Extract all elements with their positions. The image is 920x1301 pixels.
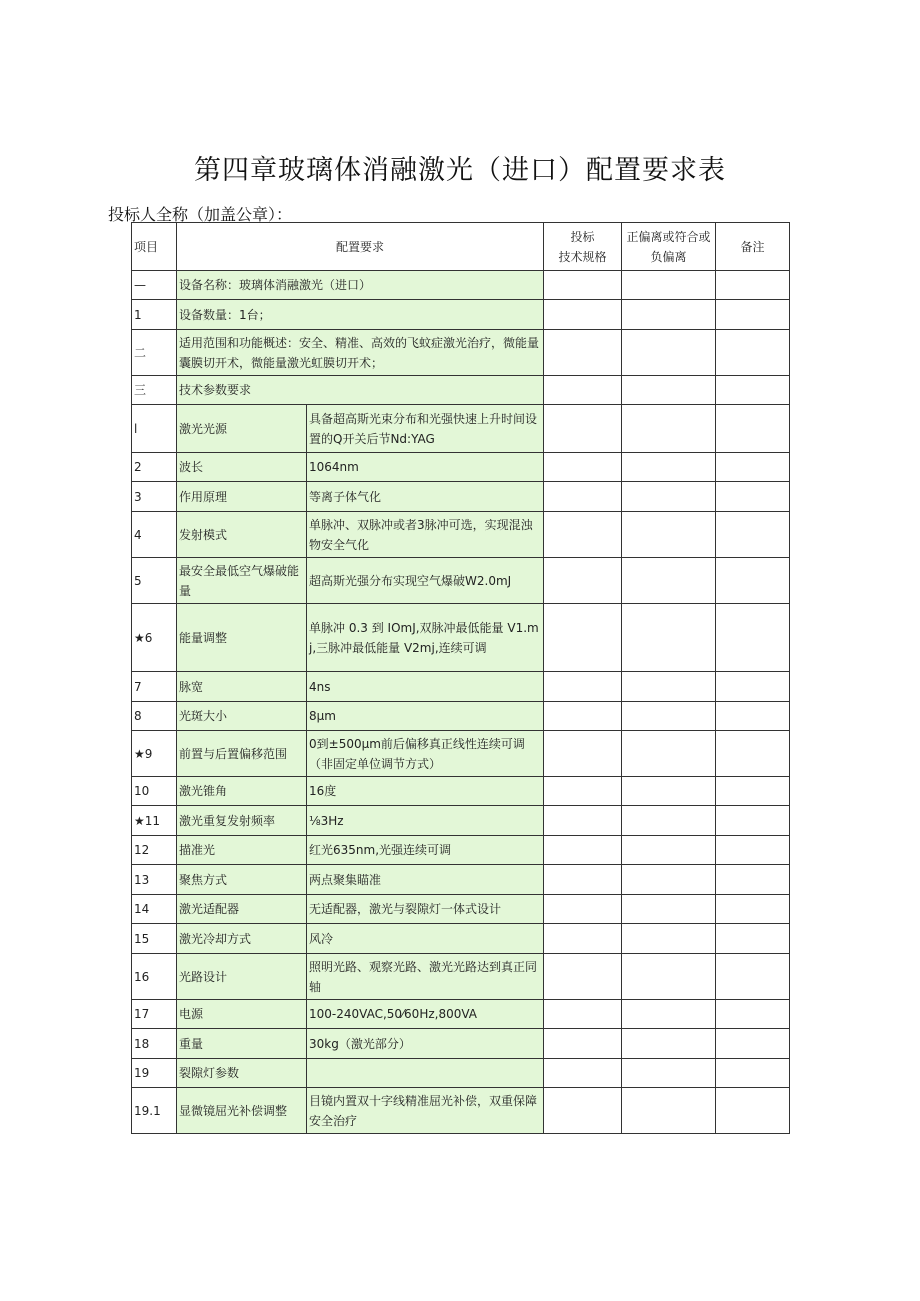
- deviation-cell: [622, 1029, 716, 1059]
- spec-cell: [544, 895, 622, 924]
- spec-cell: [544, 702, 622, 731]
- deviation-cell: [622, 604, 716, 672]
- spec-cell: [544, 672, 622, 702]
- remark-cell: [716, 954, 790, 1000]
- deviation-cell: [622, 1088, 716, 1134]
- spec-cell: [544, 806, 622, 836]
- deviation-cell: [622, 836, 716, 865]
- parameter-value: 无适配器，激光与裂隙灯一体式设计: [307, 895, 544, 924]
- row-number: 12: [132, 836, 177, 865]
- table-row: [132, 376, 790, 405]
- remark-cell: [716, 558, 790, 604]
- table-row: [132, 806, 790, 836]
- parameter-value: [307, 1059, 544, 1088]
- deviation-cell: [622, 300, 716, 330]
- spec-cell: [544, 300, 622, 330]
- remark-cell: [716, 865, 790, 895]
- spec-cell: [544, 731, 622, 777]
- deviation-cell: [622, 453, 716, 482]
- parameter-name: 激光光源: [177, 405, 307, 453]
- parameter-name: 光路设计: [177, 954, 307, 1000]
- parameter-name: 脉宽: [177, 672, 307, 702]
- spec-cell: [544, 453, 622, 482]
- row-number: 10: [132, 777, 177, 806]
- remark-cell: [716, 836, 790, 865]
- spec-cell: [544, 376, 622, 405]
- table-row: [132, 271, 790, 300]
- remark-cell: [716, 482, 790, 512]
- spec-cell: [544, 777, 622, 806]
- parameter-value: 超高斯光强分布实现空气爆破W2.0mJ: [307, 558, 544, 604]
- row-number: 19: [132, 1059, 177, 1088]
- deviation-cell: [622, 954, 716, 1000]
- table-row: [132, 777, 790, 806]
- row-number: 三: [132, 376, 177, 405]
- requirement-text: 技术参数要求: [177, 376, 544, 405]
- parameter-name: 激光锥角: [177, 777, 307, 806]
- parameter-name: 光斑大小: [177, 702, 307, 731]
- deviation-cell: [622, 512, 716, 558]
- table-row: [132, 300, 790, 330]
- table-header-row: [132, 223, 790, 271]
- parameter-value: 30kg（激光部分）: [307, 1029, 544, 1059]
- header-remark: 备注: [716, 223, 790, 271]
- table-row: [132, 924, 790, 954]
- parameter-value: 具备超高斯光束分布和光强快速上升时间设置的Q开关后节Nd:YAG: [307, 405, 544, 453]
- table-row: [132, 731, 790, 777]
- spec-cell: [544, 330, 622, 376]
- remark-cell: [716, 895, 790, 924]
- parameter-name: 裂隙灯参数: [177, 1059, 307, 1088]
- remark-cell: [716, 672, 790, 702]
- spec-cell: [544, 836, 622, 865]
- deviation-cell: [622, 558, 716, 604]
- requirement-text: 设备数量：1台；: [177, 300, 544, 330]
- remark-cell: [716, 1059, 790, 1088]
- spec-cell: [544, 604, 622, 672]
- deviation-cell: [622, 482, 716, 512]
- row-number: 5: [132, 558, 177, 604]
- spec-cell: [544, 271, 622, 300]
- spec-cell: [544, 1059, 622, 1088]
- parameter-name: 显微镜屈光补偿调整: [177, 1088, 307, 1134]
- remark-cell: [716, 300, 790, 330]
- requirement-text: 设备名称：玻璃体消融激光（进口）: [177, 271, 544, 300]
- deviation-cell: [622, 806, 716, 836]
- parameter-value: 红光635nm,光强连续可调: [307, 836, 544, 865]
- parameter-name: 激光冷却方式: [177, 924, 307, 954]
- row-number: 16: [132, 954, 177, 1000]
- parameter-value: 两点聚集瞄准: [307, 865, 544, 895]
- table-row: [132, 1029, 790, 1059]
- remark-cell: [716, 453, 790, 482]
- table-row: [132, 1059, 790, 1088]
- remark-cell: [716, 702, 790, 731]
- remark-cell: [716, 924, 790, 954]
- table-row: [132, 672, 790, 702]
- row-number: 2: [132, 453, 177, 482]
- spec-cell: [544, 865, 622, 895]
- requirements-table: [131, 222, 790, 1134]
- requirement-text: 适用范围和功能概述：安全、精准、高效的飞蚊症激光治疗，微能量囊膜切开术，微能量激光虹膜切开术；: [177, 330, 544, 376]
- deviation-cell: [622, 702, 716, 731]
- deviation-cell: [622, 1059, 716, 1088]
- bidder-label: 投标人全称（加盖公章）：: [108, 205, 293, 224]
- parameter-name: 前置与后置偏移范围: [177, 731, 307, 777]
- parameter-value: 4ns: [307, 672, 544, 702]
- parameter-name: 描准光: [177, 836, 307, 865]
- table-row: [132, 512, 790, 558]
- row-number: —: [132, 271, 177, 300]
- parameter-name: 聚焦方式: [177, 865, 307, 895]
- parameter-name: 发射模式: [177, 512, 307, 558]
- table-row: [132, 405, 790, 453]
- remark-cell: [716, 806, 790, 836]
- deviation-cell: [622, 731, 716, 777]
- parameter-value: 0到±500μm前后偏移真正线性连续可调（非固定单位调节方式）: [307, 731, 544, 777]
- parameter-value: 风冷: [307, 924, 544, 954]
- spec-cell: [544, 558, 622, 604]
- parameter-value: 目镜内置双十字线精准屈光补偿，双重保障安全治疗: [307, 1088, 544, 1134]
- parameter-value: 照明光路、观察光路、激光光路达到真正同轴: [307, 954, 544, 1000]
- header-spec: 投标 技术规格: [544, 223, 622, 271]
- deviation-cell: [622, 672, 716, 702]
- parameter-name: 能量调整: [177, 604, 307, 672]
- remark-cell: [716, 777, 790, 806]
- header-requirement: 配置要求: [177, 223, 544, 271]
- row-number: 二: [132, 330, 177, 376]
- parameter-name: 电源: [177, 1000, 307, 1029]
- row-number: 4: [132, 512, 177, 558]
- parameter-name: 重量: [177, 1029, 307, 1059]
- row-number: 18: [132, 1029, 177, 1059]
- parameter-name: 最安全最低空气爆破能量: [177, 558, 307, 604]
- remark-cell: [716, 376, 790, 405]
- row-number: 15: [132, 924, 177, 954]
- row-number: 19.1: [132, 1088, 177, 1134]
- parameter-name: 激光重复发射频率: [177, 806, 307, 836]
- deviation-cell: [622, 895, 716, 924]
- row-number: l: [132, 405, 177, 453]
- deviation-cell: [622, 865, 716, 895]
- remark-cell: [716, 1000, 790, 1029]
- spec-cell: [544, 512, 622, 558]
- row-number: 8: [132, 702, 177, 731]
- parameter-value: 单脉冲 0.3 到 IOmJ,双脉冲最低能量 V1.mj,三脉冲最低能量 V2mj,连续可调: [307, 604, 544, 672]
- parameter-value: 16度: [307, 777, 544, 806]
- deviation-cell: [622, 405, 716, 453]
- header-item: 项目: [132, 223, 177, 271]
- table-row: [132, 702, 790, 731]
- table-row: [132, 954, 790, 1000]
- row-number: ★11: [132, 806, 177, 836]
- parameter-value: 等离子体气化: [307, 482, 544, 512]
- table-row: [132, 836, 790, 865]
- remark-cell: [716, 604, 790, 672]
- table-row: [132, 895, 790, 924]
- spec-cell: [544, 1000, 622, 1029]
- remark-cell: [716, 405, 790, 453]
- parameter-value: 单脉冲、双脉冲或者3脉冲可选，实现混浊物安全气化: [307, 512, 544, 558]
- spec-cell: [544, 924, 622, 954]
- row-number: 1: [132, 300, 177, 330]
- spec-cell: [544, 405, 622, 453]
- spec-cell: [544, 1029, 622, 1059]
- parameter-value: 1064nm: [307, 453, 544, 482]
- deviation-cell: [622, 330, 716, 376]
- row-number: 17: [132, 1000, 177, 1029]
- deviation-cell: [622, 777, 716, 806]
- parameter-value: 8μm: [307, 702, 544, 731]
- parameter-value: 100-240VAC,50⁄60Hz,800VA: [307, 1000, 544, 1029]
- remark-cell: [716, 1029, 790, 1059]
- row-number: 14: [132, 895, 177, 924]
- remark-cell: [716, 1088, 790, 1134]
- row-number: ★6: [132, 604, 177, 672]
- remark-cell: [716, 731, 790, 777]
- table-row: [132, 330, 790, 376]
- parameter-name: 激光适配器: [177, 895, 307, 924]
- table-row: [132, 865, 790, 895]
- table-row: [132, 558, 790, 604]
- deviation-cell: [622, 1000, 716, 1029]
- parameter-name: 波长: [177, 453, 307, 482]
- page-title: 第四章玻璃体消融激光（进口）配置要求表: [194, 155, 726, 186]
- row-number: ★9: [132, 731, 177, 777]
- spec-cell: [544, 954, 622, 1000]
- table-row: [132, 1000, 790, 1029]
- remark-cell: [716, 271, 790, 300]
- table-row: [132, 453, 790, 482]
- deviation-cell: [622, 924, 716, 954]
- remark-cell: [716, 512, 790, 558]
- header-deviation: 正偏离或符合或 负偏离: [622, 223, 716, 271]
- spec-cell: [544, 482, 622, 512]
- row-number: 13: [132, 865, 177, 895]
- deviation-cell: [622, 376, 716, 405]
- parameter-name: 作用原理: [177, 482, 307, 512]
- parameter-value: ⅛3Hz: [307, 806, 544, 836]
- table-row: [132, 482, 790, 512]
- table-row: [132, 1088, 790, 1134]
- table-row: [132, 604, 790, 672]
- remark-cell: [716, 330, 790, 376]
- row-number: 3: [132, 482, 177, 512]
- spec-cell: [544, 1088, 622, 1134]
- row-number: 7: [132, 672, 177, 702]
- deviation-cell: [622, 271, 716, 300]
